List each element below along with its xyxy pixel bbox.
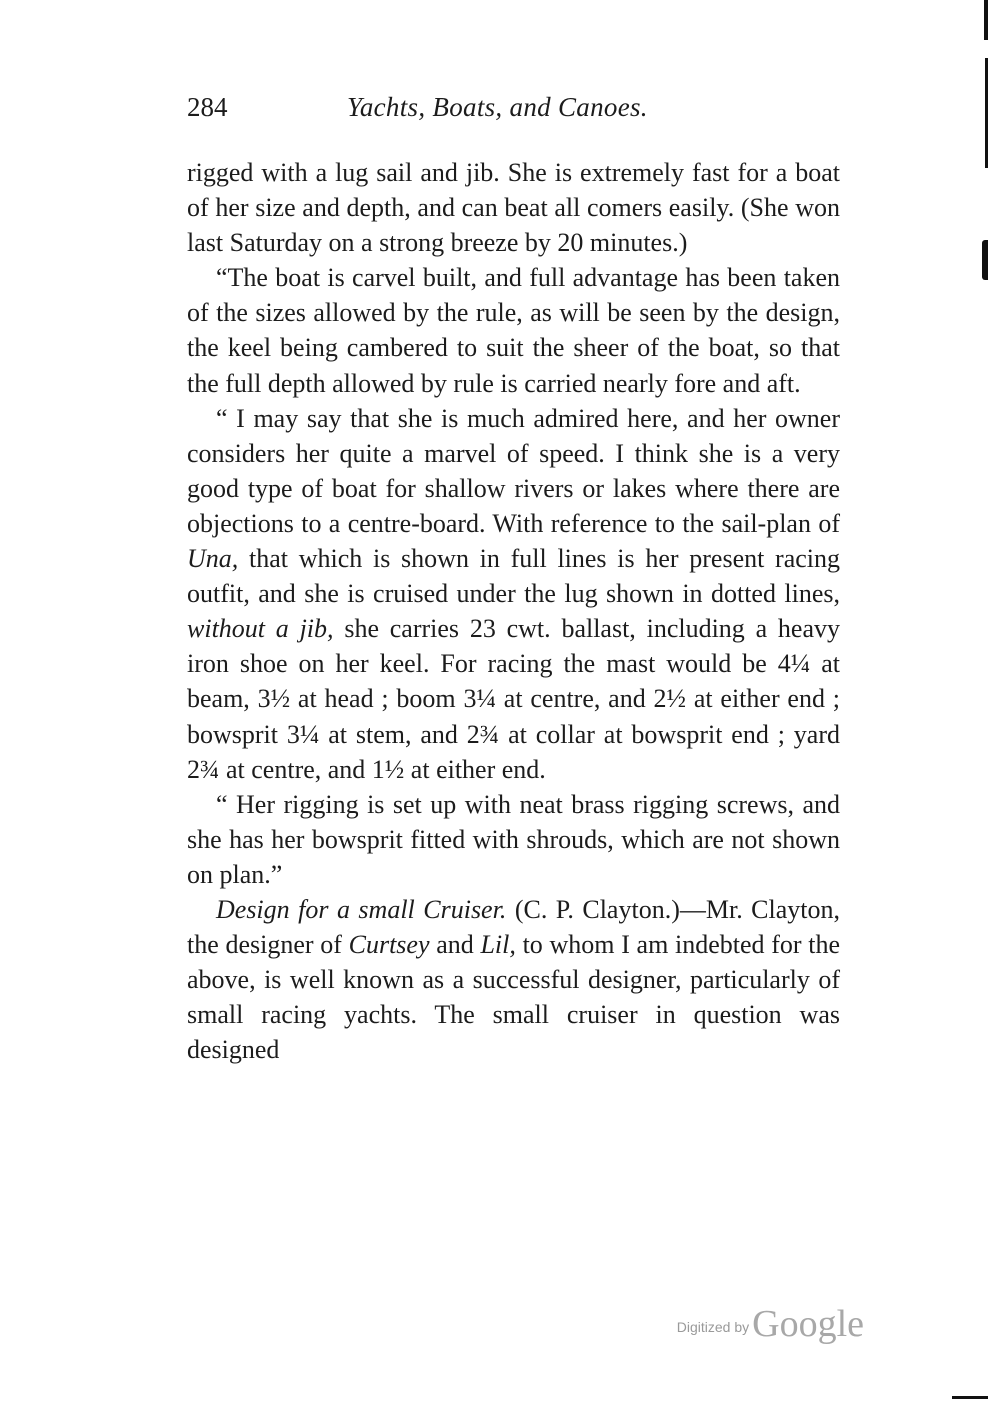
running-title: Yachts, Boats, and Canoes. bbox=[347, 92, 648, 122]
paragraph-5-text-a: (C. P. Clayton.)—Mr. Clayton, the designer of bbox=[187, 894, 840, 960]
paragraph-3-text-a: “ I may say that she is much admired here, and her owner considers her quite a marvel of speed. I think she is a very good type of boat for shallow rivers or lakes where there are objections to a centre-board. With reference to the sail-plan of bbox=[187, 403, 840, 538]
paragraph-1 bbox=[187, 155, 840, 260]
digitized-by-watermark bbox=[677, 1302, 864, 1346]
paragraph-4-text: “ Her rigging is set up with neat brass rigging screws, and she has her bowsprit fitted with shrouds, which are not shown on plan.” bbox=[187, 789, 840, 889]
emphasis-without-jib: without a jib, bbox=[187, 614, 334, 644]
paragraph-4 bbox=[187, 787, 840, 892]
paragraph-2-text: “The boat is carvel built, and full advantage has been taken of the sizes allowed by the rule, as will be seen by the design, the keel being cambered to suit the sheer of the boat, so that the full depth allowed by rule is carried nearly fore and aft. bbox=[187, 263, 840, 398]
page-header bbox=[187, 92, 842, 132]
paragraph-2 bbox=[187, 260, 840, 400]
scan-edge-mark bbox=[984, 0, 988, 40]
paragraph-1-text: rigged with a lug sail and jib. She is extremely fast for a boat of her size and depth, and can beat all comers easily. (She won last Saturday on a strong breeze by 20 minutes.) bbox=[187, 158, 840, 258]
paragraph-5-text-b: to whom I am indebted for the above, is well known as a successful designer, particularly of small racing yachts. The small cruiser in question was designed bbox=[187, 930, 841, 1065]
paragraph-3-text-c: she carries 23 cwt. ballast, including a heavy iron shoe on her keel. For racing the mast would be 4¼ at beam, 3½ at head ; boom 3¼ at centre, and 2½ at either end ; bowsprit 3¼ at stem, and 2¾ at collar at bowsprit end ; yard 2¾ at centre, and 1½ at either end. bbox=[187, 614, 840, 784]
watermark-prefix: Digitized by bbox=[676, 1319, 750, 1335]
scan-edge-mark bbox=[952, 1396, 988, 1399]
boat-name-una: Una, bbox=[187, 544, 239, 574]
page-number: 284 bbox=[187, 92, 228, 122]
yacht-name-lil: Lil, bbox=[480, 930, 516, 960]
paragraph-3 bbox=[187, 401, 840, 787]
section-heading-small-cruiser: Design for a small Cruiser. bbox=[216, 894, 507, 924]
paragraph-5-conjunction: and bbox=[436, 930, 474, 960]
scan-edge-mark bbox=[982, 240, 988, 280]
paragraph-3-text-b: that which is shown in full lines is her present racing outfit, and she is cruised under the lug shown in dotted lines, bbox=[187, 544, 841, 609]
yacht-name-curtsey: Curtsey bbox=[348, 930, 430, 960]
google-logo: Google bbox=[752, 1303, 864, 1345]
paragraph-5 bbox=[187, 892, 840, 1067]
body-text bbox=[187, 155, 840, 1067]
